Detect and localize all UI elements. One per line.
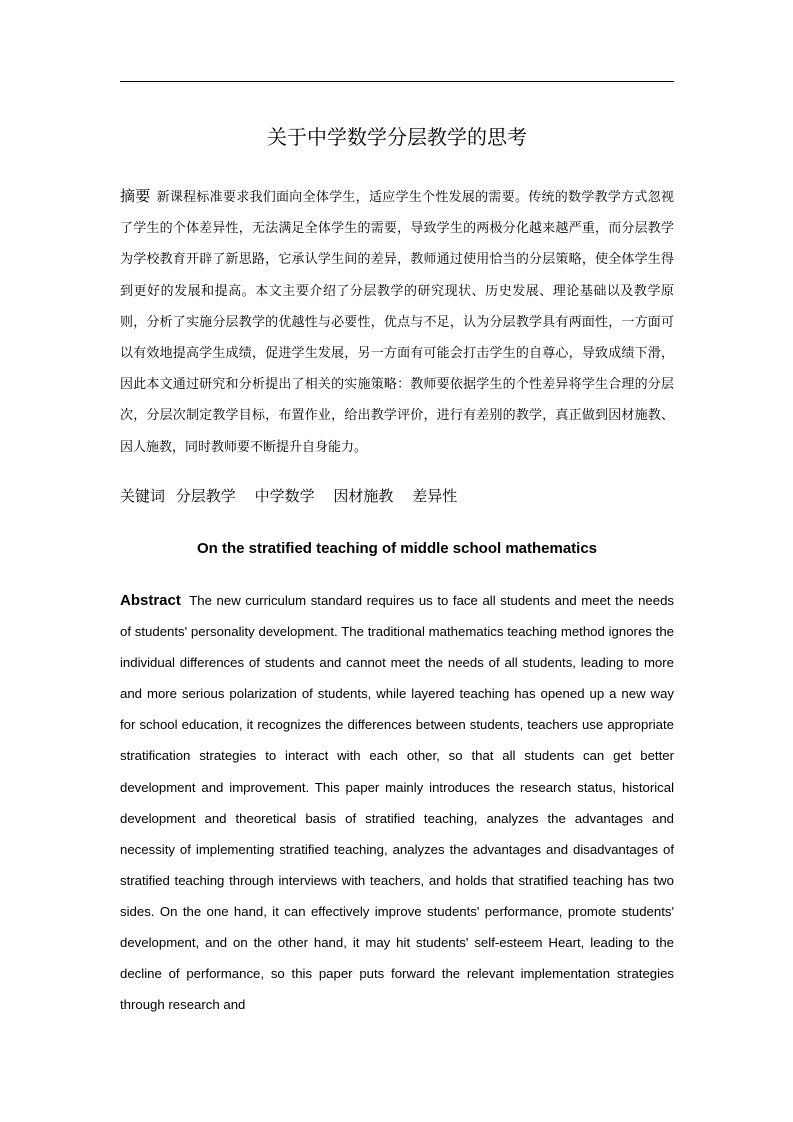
chinese-keywords	[120, 482, 674, 510]
keyword: 因材施教	[333, 487, 394, 505]
english-abstract-label: Abstract	[120, 592, 181, 609]
chinese-abstract-label: 摘要	[120, 187, 151, 205]
chinese-abstract	[120, 181, 674, 463]
chinese-abstract-text: 新课程标准要求我们面向全体学生，适应学生个性发展的需要。传统的数学教学方式忽视了学生的个体差异性，无法满足全体学生的需要，导致学生的两极分化越来越严重，而分层教学为学校教育开辟了新思路，它承认学生间的差异，教师通过使用恰当的分层策略，使全体学生得到更好的发展和提高。本文主要介绍了分层教学的研究现状、历史发展、理论基础以及教学原则，分析了实施分层教学的优越性与必要性，优点与不足，认为分层教学具有两面性，一方面可以有效地提高学生成绩，促进学生发展，另一方面有可能会打击学生的自尊心，导致成绩下滑，因此本文通过研究和分析提出了相关的实施策略：教师要依据学生的个性差异将学生合理的分层次，分层次制定教学目标，布置作业，给出教学评价，进行有差别的教学，真正做到因材施教、因人施教，同时教师要不断提升自身能力。	[120, 190, 674, 455]
keyword: 中学数学	[254, 487, 315, 505]
keyword: 差异性	[412, 487, 458, 505]
chinese-keywords-label: 关键词	[120, 487, 166, 505]
header-rule	[120, 81, 674, 82]
english-abstract-text: The new curriculum standard requires us to face all students and meet the needs of students' personality development. The traditional mathematics teaching method ignores the individual differences of students and cannot meet the needs of all students, leading to more and more serious polarization of students, while layered teaching has opened up a new way for school education, it recognizes the differences between students, teachers use appropriate stratification strategies to interact with each other, so that all students can get better development and improvement. This paper mainly introduces the research status, historical development and theoretical basis of stratified teaching, analyzes the advantages and necessity of implementing stratified teaching, analyzes the advantages and disadvantages of stratified teaching through interviews with teachers, and holds that stratified teaching has two sides. On the one hand, it can effectively improve students' performance, promote students' development, and on the other hand, it may hit students' self-esteem Heart, leading to the decline of performance, so this paper puts forward the relevant implementation strategies through research and	[120, 593, 675, 1013]
chinese-title: 关于中学数学分层教学的思考	[267, 125, 527, 149]
keyword: 分层教学	[175, 487, 236, 505]
english-title: On the stratified teaching of middle school mathematics	[196, 540, 598, 557]
english-abstract	[120, 585, 674, 1020]
